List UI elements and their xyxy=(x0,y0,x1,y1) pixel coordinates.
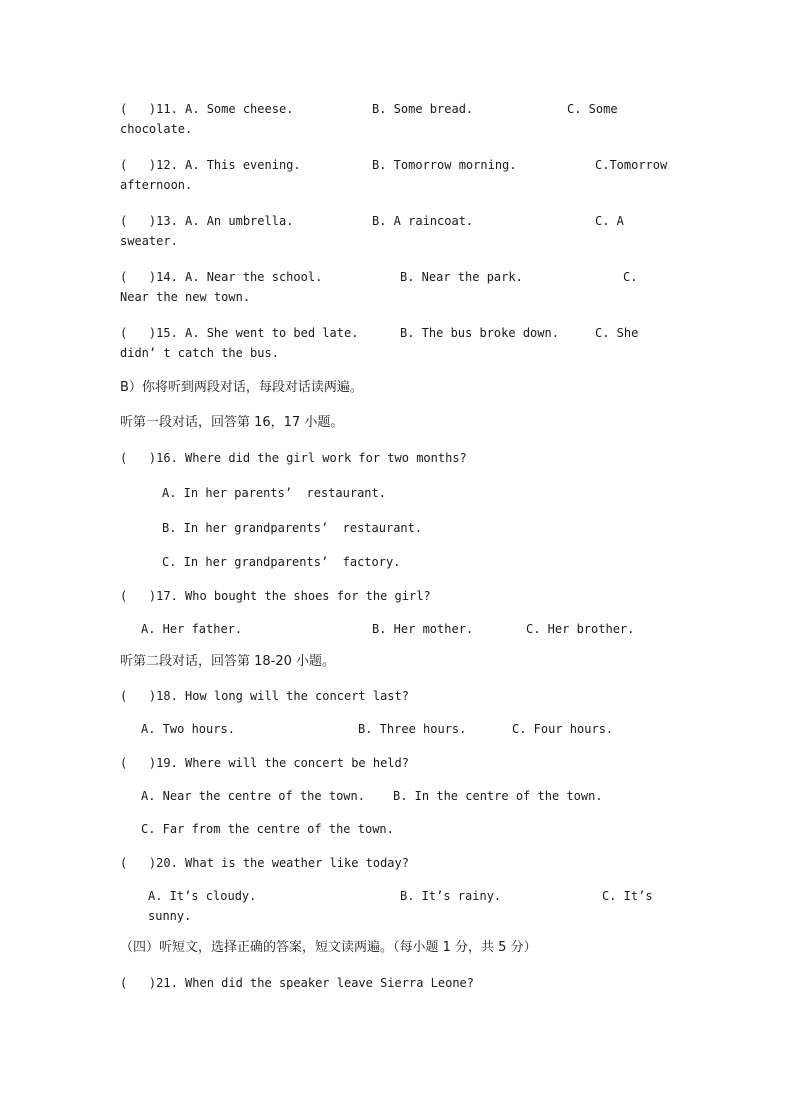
q18-option-a: A. Two hours. xyxy=(141,722,235,736)
q17-option-a: A. Her father. xyxy=(141,622,243,636)
q11-option-b: B. Some bread. xyxy=(372,102,474,116)
q14-option-b: B. Near the park. xyxy=(400,270,523,284)
q14-option-a: ( )14. A. Near the school. xyxy=(120,270,323,284)
q17-option-b: B. Her mother. xyxy=(372,622,474,636)
q20-option-a: A. It’s cloudy. xyxy=(148,889,257,903)
q18-option-b: B. Three hours. xyxy=(358,722,467,736)
q13-option-c: C. A xyxy=(595,214,624,228)
q16-option-a: A. In her parents’ restaurant. xyxy=(162,486,386,500)
q19-option-c: C. Far from the centre of the town. xyxy=(141,822,394,836)
q20-option-c-cont: sunny. xyxy=(148,909,192,923)
q11-option-c-cont: chocolate. xyxy=(120,122,193,136)
q16-stem: ( )16. Where did the girl work for two months? xyxy=(120,451,467,465)
dialog1-heading: 听第一段对话，回答第 16，17 小题。 xyxy=(120,415,344,430)
q11-option-c: C. Some xyxy=(567,102,618,116)
q18-stem: ( )18. How long will the concert last? xyxy=(120,689,409,703)
q19-option-b: B. In the centre of the town. xyxy=(393,789,603,803)
q15-option-b: B. The bus broke down. xyxy=(400,326,559,340)
q20-stem: ( )20. What is the weather like today? xyxy=(120,856,409,870)
q18-option-c: C. Four hours. xyxy=(512,722,614,736)
dialog2-heading: 听第二段对话，回答第 18-20 小题。 xyxy=(120,654,336,669)
q16-option-b: B. In her grandparents’ restaurant. xyxy=(162,521,423,535)
q15-option-c: C. She xyxy=(595,326,639,340)
q19-option-a: A. Near the centre of the town. xyxy=(141,789,365,803)
q13-option-b: B. A raincoat. xyxy=(372,214,474,228)
section-b-heading: B）你将听到两段对话，每段对话读两遍。 xyxy=(120,380,363,395)
q15-option-a: ( )15. A. She went to bed late. xyxy=(120,326,359,340)
q12-option-a: ( )12. A. This evening. xyxy=(120,158,301,172)
q15-option-c-cont: didn’ t catch the bus. xyxy=(120,346,279,360)
q11-option-a: ( )11. A. Some cheese. xyxy=(120,102,294,116)
q17-stem: ( )17. Who bought the shoes for the girl? xyxy=(120,589,431,603)
q20-option-c: C. It’s xyxy=(602,889,653,903)
section-4-heading: （四）听短文，选择正确的答案，短文读两遍。（每小题 1 分，共 5 分） xyxy=(120,940,537,955)
q12-option-c-cont: afternoon. xyxy=(120,178,193,192)
q19-stem: ( )19. Where will the concert be held? xyxy=(120,756,409,770)
q20-option-b: B. It’s rainy. xyxy=(400,889,502,903)
q14-option-c-cont: Near the new town. xyxy=(120,290,251,304)
q21-stem: ( )21. When did the speaker leave Sierra Leone? xyxy=(120,976,475,990)
q13-option-a: ( )13. A. An umbrella. xyxy=(120,214,294,228)
q13-option-c-cont: sweater. xyxy=(120,234,178,248)
q12-option-c: C.Tomorrow xyxy=(595,158,668,172)
q14-option-c: C. xyxy=(623,270,638,284)
q16-option-c: C. In her grandparents’ factory. xyxy=(162,555,401,569)
q12-option-b: B. Tomorrow morning. xyxy=(372,158,517,172)
q17-option-c: C. Her brother. xyxy=(526,622,635,636)
